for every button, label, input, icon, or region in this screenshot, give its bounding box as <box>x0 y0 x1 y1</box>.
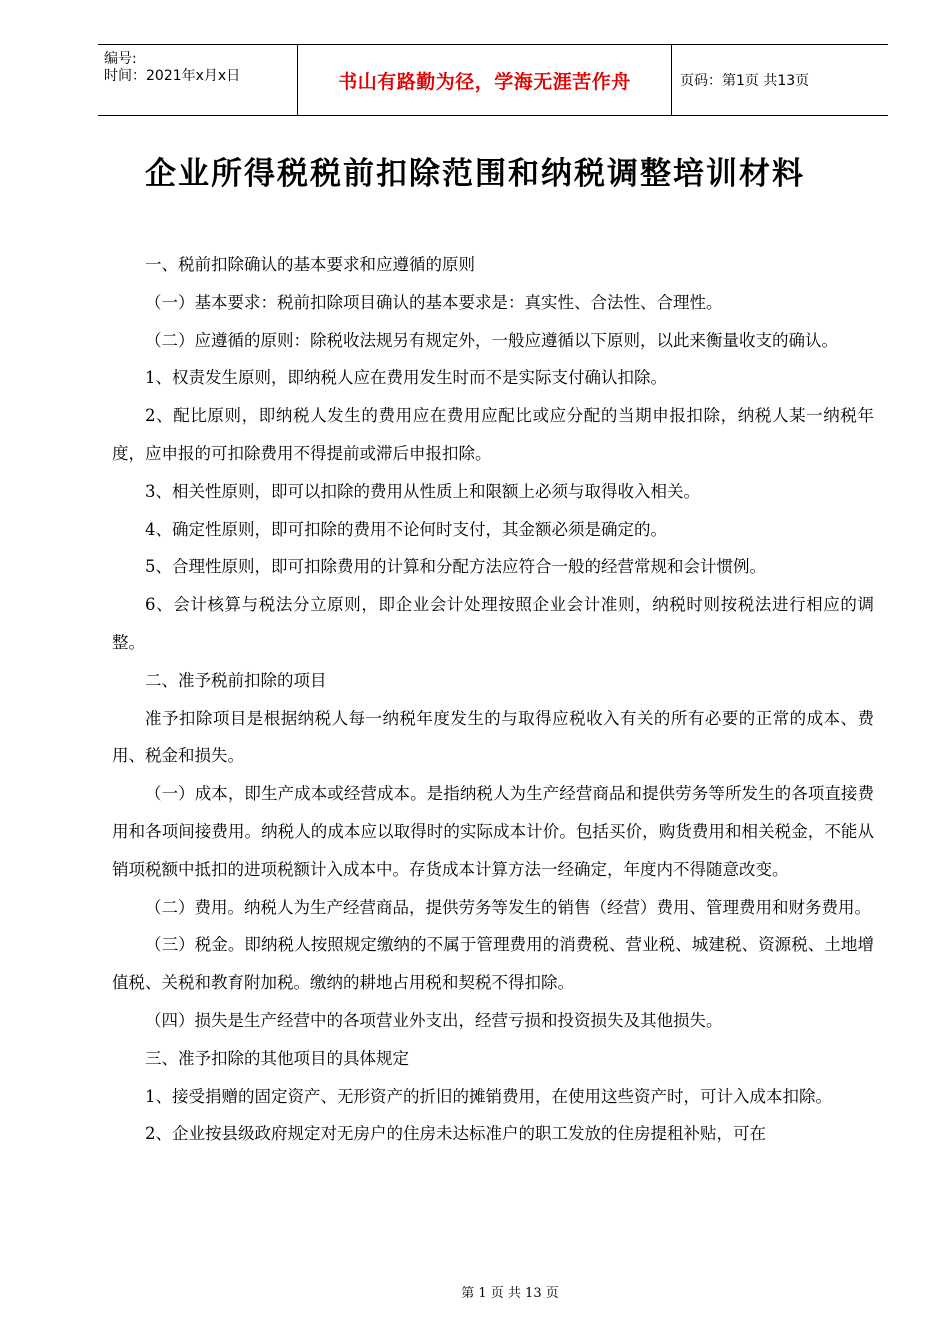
paragraph: 三、准予扣除的其他项目的具体规定 <box>145 1048 409 1068</box>
header-page-info: 页码：第1页 共13页 <box>680 73 810 89</box>
document-body <box>112 246 874 1153</box>
paragraph: （一）基本要求：税前扣除项目确认的基本要求是：真实性、合法性、合理性。 <box>145 292 723 312</box>
paragraph: （一）成本，即生产成本或经营成本。是指纳税人为生产经营商品和提供劳务等所发生的各项直接费用和各项间接费用。纳税人的成本应以取得时的实际成本计价。包括买价，购货费用和相关税金，不能从销项税额中抵扣的进项税额计入成本中。存货成本计算方法一经确定，年度内不得随意改变。 <box>112 784 874 879</box>
paragraph: 准予扣除项目是根据纳税人每一纳税年度发生的与取得应税收入有关的所有必要的正常的成本、费用、税金和损失。 <box>112 708 874 766</box>
paragraph: 2、配比原则，即纳税人发生的费用应在费用应配比或应分配的当期申报扣除，纳税人某一纳税年度，应申报的可扣除费用不得提前或滞后申报扣除。 <box>112 406 874 463</box>
paragraph: （二）应遵循的原则：除税收法规另有规定外，一般应遵循以下原则，以此来衡量收支的确认。 <box>145 330 838 350</box>
document-number-label: 编号: <box>104 51 137 67</box>
page-header <box>98 44 888 116</box>
paragraph: （四）损失是生产经营中的各项营业外支出，经营亏损和投资损失及其他损失。 <box>145 1010 723 1030</box>
paragraph: 二、准予税前扣除的项目 <box>145 670 327 690</box>
paragraph: 1、权责发生原则，即纳税人应在费用发生时而不是实际支付确认扣除。 <box>145 368 667 388</box>
paragraph: 2、企业按县级政府规定对无房户的住房未达标准户的职工发放的住房提租补贴，可在 <box>145 1124 766 1144</box>
document-time: 时间：2021年x月x日 <box>104 68 241 84</box>
paragraph: 4、确定性原则，即可扣除的费用不论何时支付，其金额必须是确定的。 <box>145 519 667 539</box>
header-meta <box>98 45 298 115</box>
paragraph: （二）费用。纳税人为生产经营商品，提供劳务等发生的销售（经营）费用、管理费用和财务费用。 <box>145 897 871 917</box>
paragraph: 一、税前扣除确认的基本要求和应遵循的原则 <box>145 255 475 274</box>
paragraph: 6、会计核算与税法分立原则，即企业会计处理按照企业会计准则，纳税时则按税法进行相应的调整。 <box>112 595 874 652</box>
page-footer: 第 1 页 共 13 页 <box>461 1286 559 1301</box>
document-title: 企业所得税税前扣除范围和纳税调整培训材料 <box>145 156 805 192</box>
paragraph: 3、相关性原则，即可以扣除的费用从性质上和限额上必须与取得收入相关。 <box>145 481 700 501</box>
paragraph: 1、接受捐赠的固定资产、无形资产的折旧的摊销费用，在使用这些资产时，可计入成本扣除。 <box>145 1086 832 1106</box>
paragraph: 5、合理性原则，即可扣除费用的计算和分配方法应符合一般的经营常规和会计惯例。 <box>145 557 766 577</box>
header-motto: 书山有路勤为径，学海无涯苦作舟 <box>298 45 672 115</box>
paragraph: （三）税金。即纳税人按照规定缴纳的不属于管理费用的消费税、营业税、城建税、资源税、土地增值税、关税和教育附加税。缴纳的耕地占用税和契税不得扣除。 <box>112 935 874 993</box>
